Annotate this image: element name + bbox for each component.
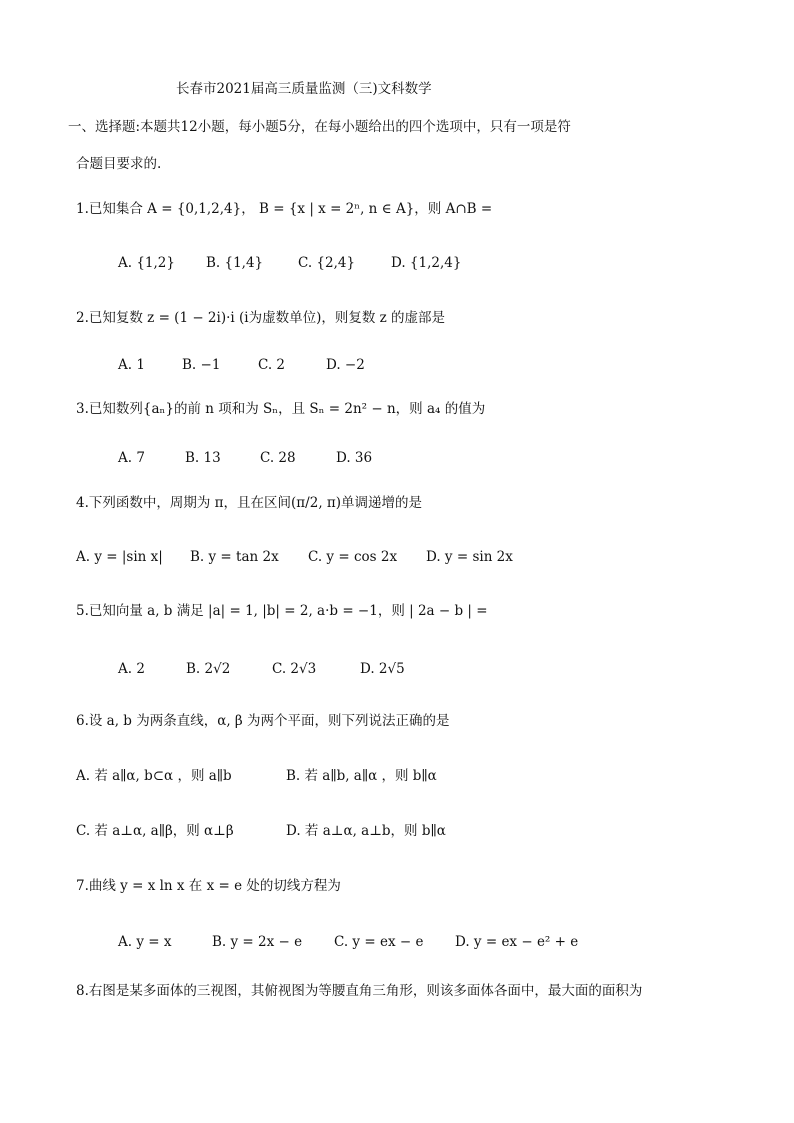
document-title: 长春市2021届高三质量监测（三)文科数学 — [176, 81, 432, 97]
question-6-option-a: A. 若 a∥α, b⊂α ，则 a∥b — [76, 768, 232, 784]
question-7-option-a: A. y = x — [118, 934, 172, 950]
question-5-stem: 5.已知向量 a, b 满足 |a| = 1, |b| = 2, a·b = −1，则 | 2a − b | = — [76, 603, 488, 619]
question-2-option-a: A. 1 — [118, 357, 145, 373]
question-3-stem: 3.已知数列{aₙ}的前 n 项和为 Sₙ，且 Sₙ = 2n² − n，则 a₄ 的值为 — [76, 401, 486, 417]
question-6-option-c: C. 若 a⊥α, a∥β，则 α⊥β — [76, 823, 234, 839]
question-3-option-b: B. 13 — [185, 450, 221, 466]
question-4-option-b: B. y = tan 2x — [190, 549, 279, 565]
question-2-option-b: B. −1 — [182, 357, 221, 373]
question-1-option-b: B. {1,4} — [206, 255, 264, 271]
question-5-option-a: A. 2 — [118, 661, 145, 677]
question-7-option-d: D. y = ex − e² + e — [455, 934, 579, 950]
section-instructions-line1: 一、选择题:本题共12小题，每小题5分，在每小题给出的四个选项中，只有一项是符 — [68, 119, 571, 135]
question-6-option-b: B. 若 a∥b, a∥α ，则 b∥α — [286, 768, 437, 784]
question-4-option-c: C. y = cos 2x — [308, 549, 398, 565]
question-1-stem: 1.已知集合 A = {0,1,2,4}， B = {x | x = 2ⁿ, n ∈ A}，则 A∩B = — [76, 201, 493, 217]
question-5-option-c: C. 2√3 — [272, 661, 317, 677]
question-7-option-c: C. y = ex − e — [334, 934, 424, 950]
question-1-option-a: A. {1,2} — [118, 255, 175, 271]
question-6-option-d: D. 若 a⊥α, a⊥b，则 b∥α — [286, 823, 446, 839]
question-3-option-c: C. 28 — [260, 450, 296, 466]
question-2-option-c: C. 2 — [258, 357, 286, 373]
question-2-stem: 2.已知复数 z = (1 − 2i)·i (i为虚数单位)，则复数 z 的虚部是 — [76, 310, 446, 326]
section-instructions-line2: 合题目要求的. — [76, 156, 162, 172]
question-3-option-a: A. 7 — [118, 450, 145, 466]
question-8-stem: 8.右图是某多面体的三视图，其俯视图为等腰直角三角形，则该多面体各面中，最大面的面积为 — [76, 983, 643, 999]
question-5-option-b: B. 2√2 — [186, 661, 231, 677]
question-1-option-c: C. {2,4} — [298, 255, 356, 271]
question-4-option-a: A. y = |sin x| — [76, 549, 163, 565]
question-2-option-d: D. −2 — [326, 357, 365, 373]
question-5-option-d: D. 2√5 — [360, 661, 405, 677]
question-4-option-d: D. y = sin 2x — [426, 549, 513, 565]
question-7-option-b: B. y = 2x − e — [212, 934, 303, 950]
question-1-option-d: D. {1,2,4} — [391, 255, 462, 271]
question-7-stem: 7.曲线 y = x ln x 在 x = e 处的切线方程为 — [76, 878, 341, 894]
question-4-stem: 4.下列函数中，周期为 π，且在区间(π/2, π)单调递增的是 — [76, 495, 423, 511]
question-3-option-d: D. 36 — [336, 450, 373, 466]
question-6-stem: 6.设 a, b 为两条直线，α, β 为两个平面，则下列说法正确的是 — [76, 713, 450, 729]
